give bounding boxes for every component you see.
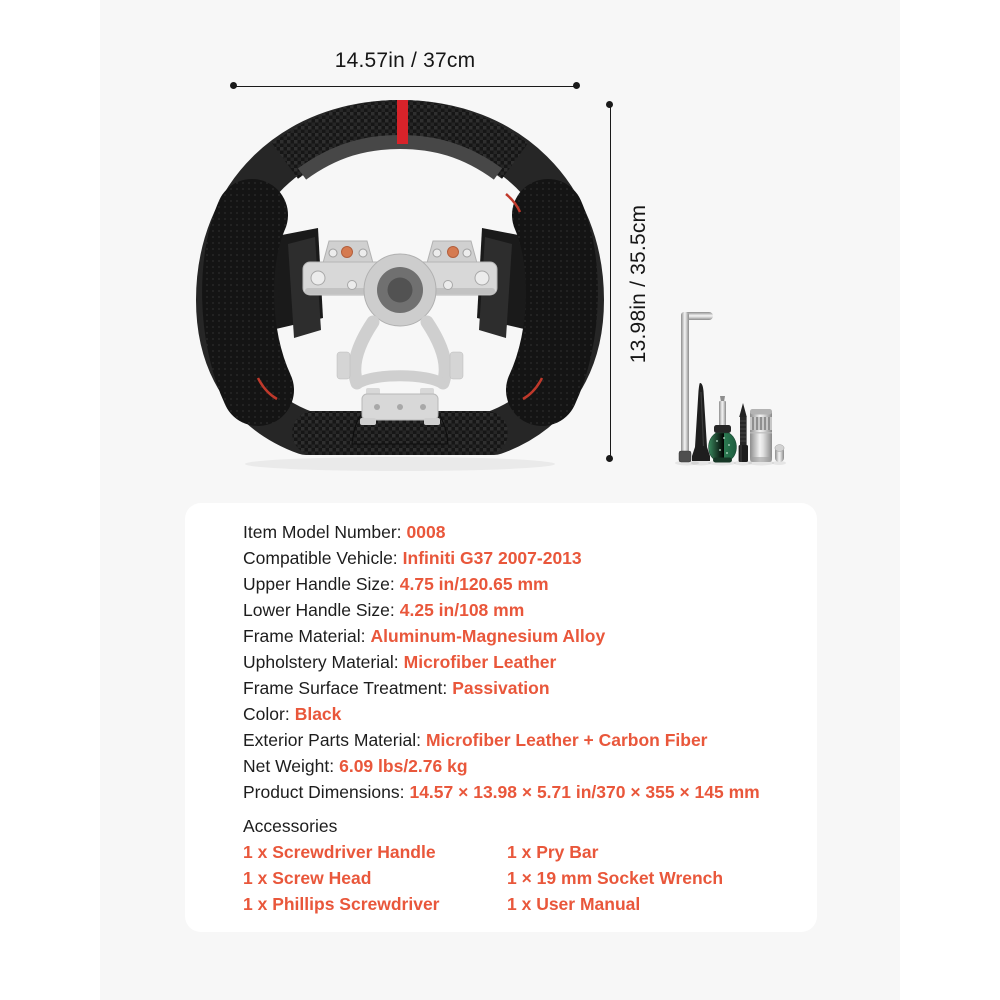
spec-value: 4.25 in/108 mm [399,600,525,620]
spec-row-upper-handle-size [243,571,799,597]
width-dimension-line [232,86,578,87]
spec-row-exterior-parts-material [243,727,799,753]
accessory-item: 1 x Phillips Screwdriver [243,894,440,914]
spec-label: Frame Material: [243,626,366,646]
spec-value: Microfiber Leather + Carbon Fiber [425,730,708,750]
spec-value: 14.57 × 13.98 × 5.71 in/370 × 355 × 145 mm [409,782,760,802]
spec-label: Upholstery Material: [243,652,399,672]
accessories-list [243,839,799,917]
accessory-item: 1 x Screwdriver Handle [243,842,436,862]
hub-orange-marker [448,247,459,258]
spec-value: Aluminum-Magnesium Alloy [370,626,606,646]
spec-row-net-weight [243,753,799,779]
spec-row-compatible-vehicle [243,545,799,571]
spec-row-product-dimensions [243,779,799,805]
accessory-item: 1 × 19 mm Socket Wrench [507,868,724,888]
spec-value: 6.09 lbs/2.76 kg [339,756,468,776]
spec-label: Color: [243,704,290,724]
wheel-shadow [245,457,555,471]
small-bit-tool [775,445,784,462]
spec-label: Upper Handle Size: [243,574,395,594]
spec-label: Item Model Number: [243,522,402,542]
steering-wheel [218,100,582,444]
spec-label: Exterior Parts Material: [243,730,421,750]
spec-value: Black [294,704,342,724]
spec-row-upholstery-material [243,649,799,675]
spec-row-lower-handle-size [243,597,799,623]
spec-panel [185,503,817,932]
accessory-item: 1 x Screw Head [243,868,372,888]
screw-bit-tool [739,403,748,462]
spec-label: Frame Surface Treatment: [243,678,448,698]
hub-orange-marker [342,247,353,258]
steering-wheel-hub [288,237,512,425]
spec-label: Compatible Vehicle: [243,548,398,568]
spec-value: 0008 [406,522,446,542]
width-dimension-label: 14.57in / 37cm [334,49,476,72]
spec-row-color [243,701,799,727]
spec-label: Product Dimensions: [243,782,405,802]
spec-value: 4.75 in/120.65 mm [399,574,549,594]
spec-value: Infiniti G37 2007-2013 [402,548,582,568]
height-dimension-line [610,103,611,460]
left-grip [238,215,258,390]
height-dimension-label: 13.98in / 35.5cm [627,204,650,364]
socket-wrench-tool [750,409,772,462]
spec-row-frame-material [243,623,799,649]
spec-value: Microfiber Leather [403,652,557,672]
pry-bar-tool [692,383,710,461]
accessory-item: 1 x User Manual [507,894,641,914]
spec-row-frame-surface-treatment [243,675,799,701]
spec-value: Passivation [452,678,550,698]
accessories-title: Accessories [243,816,338,836]
spec-label: Lower Handle Size: [243,600,395,620]
accessory-item: 1 x Pry Bar [507,842,599,862]
screwdriver-handle-tool [709,396,737,463]
included-tools [675,312,786,466]
spec-row-model-number [243,519,799,545]
spec-label: Net Weight: [243,756,335,776]
right-grip [542,215,562,390]
wheel-red-stripe [397,100,408,144]
